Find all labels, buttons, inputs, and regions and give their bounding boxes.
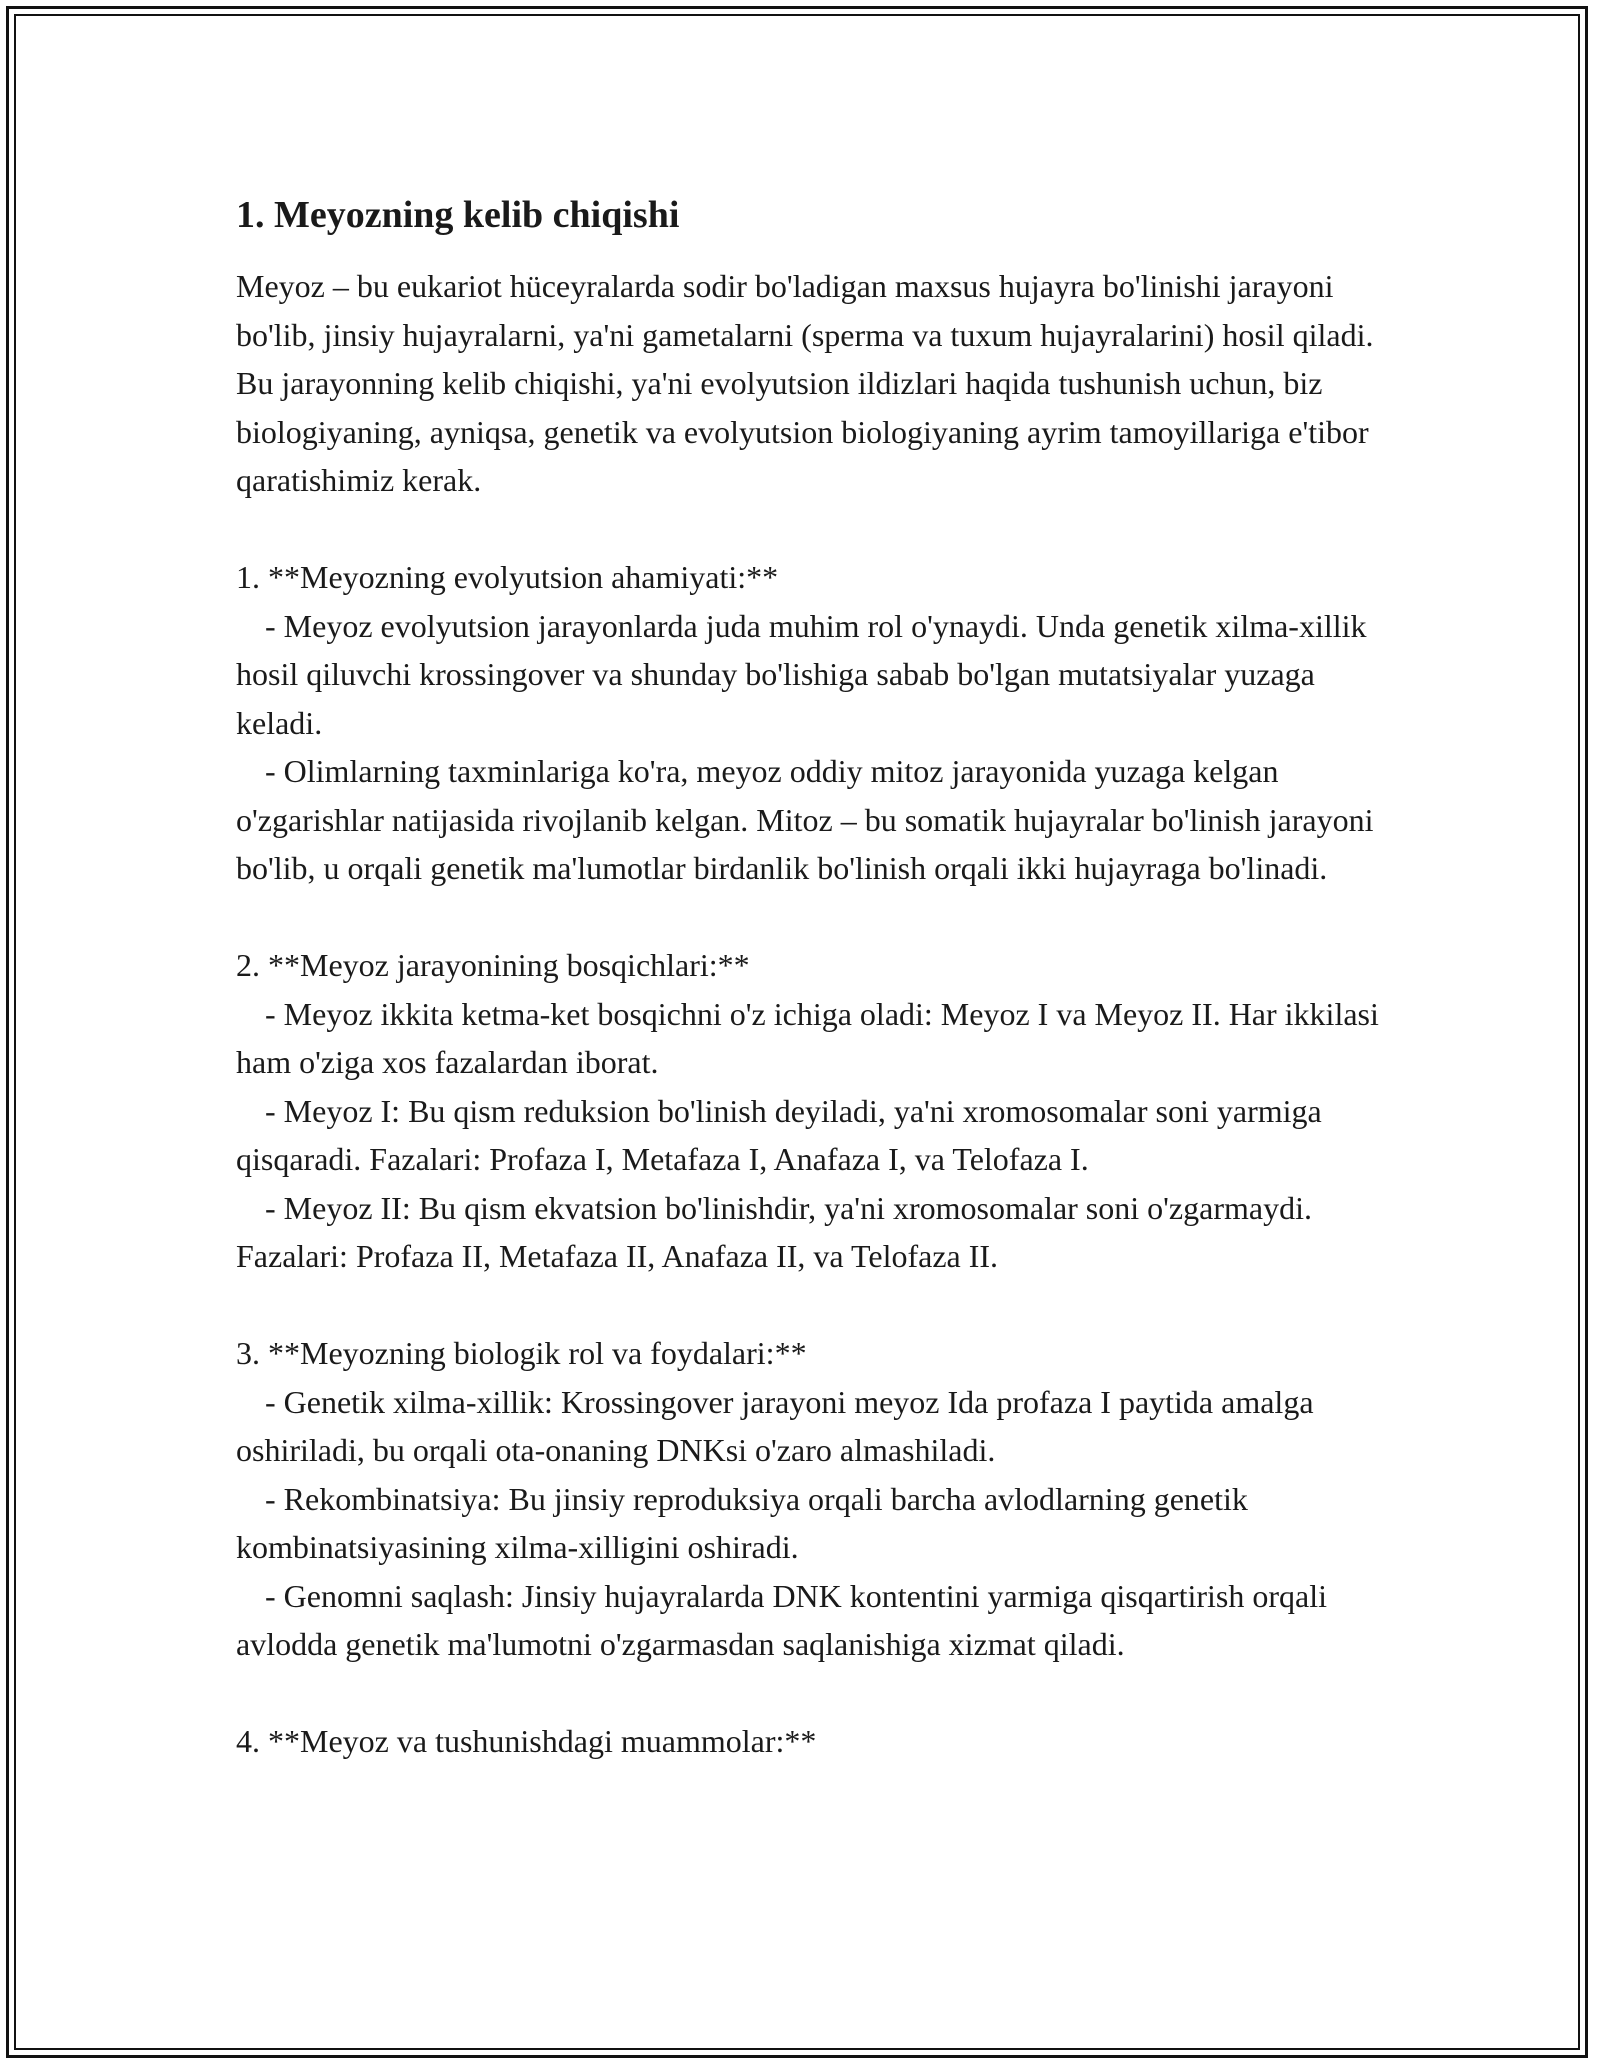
section-meiosis-stages <box>236 941 1386 1281</box>
section-evolutionary-significance <box>236 553 1386 893</box>
spacer <box>236 893 1386 942</box>
section-heading: 4. **Meyoz va tushunishdagi muammolar:** <box>236 1723 817 1759</box>
list-item: - Rekombinatsiya: Bu jinsiy reproduksiya orqali barcha avlodlarning genetik kombinatsiyasining xilma-xilligini oshiradi. <box>236 1480 1248 1565</box>
spacer <box>236 1281 1386 1330</box>
list-item: - Olimlarning taxminlariga ko'ra, meyoz oddiy mitoz jarayonida yuzaga kelgan o'zgarishlar natijasida rivojlanib kelgan. Mitoz – bu somatik hujayralar bo'linish jarayoni bo'lib, u orqali genetik ma'lumotlar birdanlik bo'linish orqali ikki hujayraga bo'linadi. <box>236 753 1374 886</box>
section-heading: 2. **Meyoz jarayonining bosqichlari:** <box>236 947 750 983</box>
document-body <box>236 188 1386 1766</box>
list-item: - Meyoz II: Bu qism ekvatsion bo'linishdir, ya'ni xromosomalar soni o'zgarmaydi. Fazalari: Profaza II, Metafaza II, Anafaza II, va Telofaza II. <box>236 1189 1312 1274</box>
section-heading: 3. **Meyozning biologik rol va foydalari:** <box>236 1335 807 1371</box>
list-item: - Genomni saqlash: Jinsiy hujayralarda DNK kontentini yarmiga qisqartirish orqali avlodda genetik ma'lumotni o'zgarmasdan saqlanishiga xizmat qiladi. <box>236 1577 1327 1662</box>
list-item: - Genetik xilma-xillik: Krossingover jarayoni meyoz Ida profaza I paytida amalga oshiriladi, bu orqali ota-onaning DNKsi o'zaro almashiladi. <box>236 1383 1314 1468</box>
section-problems <box>236 1717 1386 1766</box>
spacer <box>236 1669 1386 1718</box>
section-biological-role <box>236 1329 1386 1669</box>
spacer <box>236 505 1386 554</box>
list-item: - Meyoz ikkita ketma-ket bosqichni o'z ichiga oladi: Meyoz I va Meyoz II. Har ikkilasi ham o'ziga xos fazalardan iborat. <box>236 995 1379 1080</box>
intro-paragraph: Meyoz – bu eukariot hüceyralarda sodir bo'ladigan maxsus hujayra bo'linishi jarayoni bo'lib, jinsiy hujayralarni, ya'ni gametalarni (sperma va tuxum hujayralarini) hosil qiladi. Bu jarayonning kelib chiqishi, ya'ni evolyutsion ildizlari haqida tushunish uchun, biz biologiyaning, ayniqsa, genetik va evolyutsion biologiyaning ayrim tamoyillariga e'tibor qaratishimiz kerak. <box>236 268 1374 498</box>
section-heading: 1. **Meyozning evolyutsion ahamiyati:** <box>236 559 779 595</box>
list-item: - Meyoz evolyutsion jarayonlarda juda muhim rol o'ynaydi. Unda genetik xilma-xillik hosil qiluvchi krossingover va shunday bo'lishiga sabab bo'lgan mutatsiyalar yuzaga keladi. <box>236 607 1367 741</box>
list-item: - Meyoz I: Bu qism reduksion bo'linish deyiladi, ya'ni xromosomalar soni yarmiga qisqaradi. Fazalari: Profaza I, Metafaza I, Anafaza I, va Telofaza I. <box>236 1092 1322 1177</box>
page-title: 1. Meyozning kelib chiqishi <box>236 194 680 236</box>
